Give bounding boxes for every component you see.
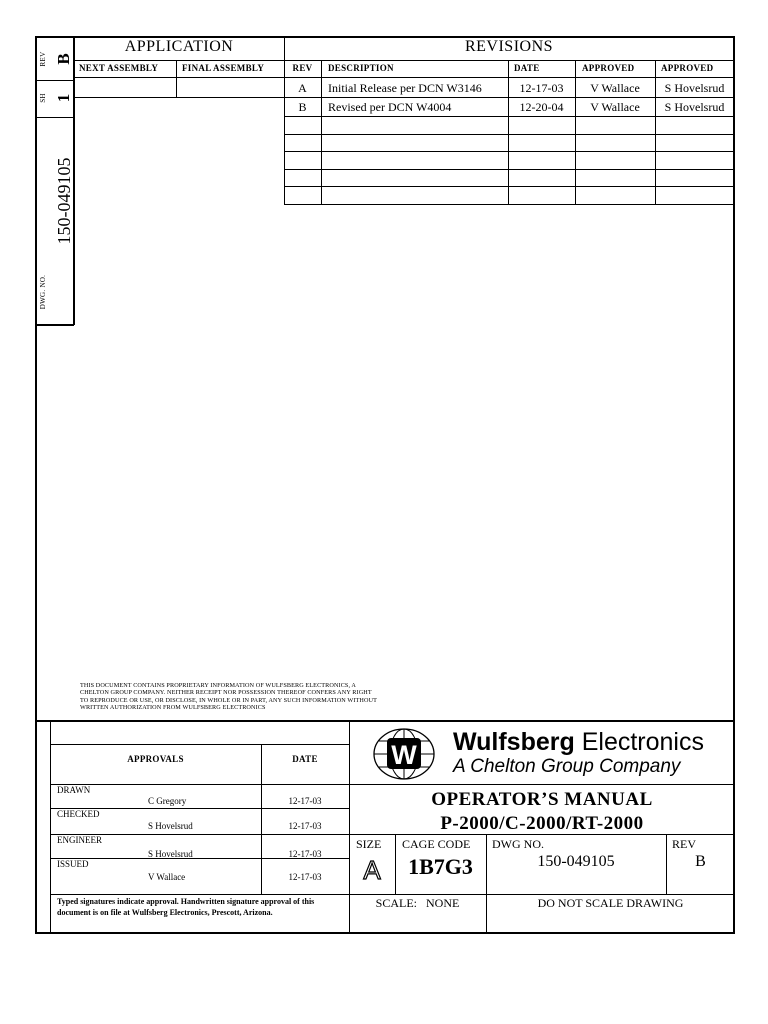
rev-label: REV [672, 837, 696, 851]
revision-row-b-approved-2: S Hovelsrud [664, 100, 725, 114]
approval-date-checked: 12-17-03 [288, 821, 322, 831]
application-col-final: FINAL ASSEMBLY [182, 63, 265, 73]
side-sh-label: SH [39, 93, 47, 103]
wulfsberg-globe-logo [372, 727, 436, 781]
approval-date-drawn: 12-17-03 [288, 796, 322, 806]
cage-code-value: 1B7G3 [408, 854, 473, 879]
approval-note: Typed signatures indicate approval. Handwritten signature approval of this document is on file at Wulfsberg Electronics, Prescott, Arizona. [57, 897, 315, 917]
rev-value: B [695, 853, 706, 870]
document-title: OPERATOR’S MANUAL [431, 789, 653, 810]
logo-emblem-letter: W [391, 740, 417, 770]
approvals-date-header: DATE [292, 754, 318, 764]
logo-brand-suffix: Electronics [581, 728, 704, 756]
side-rev-value: B [54, 53, 73, 65]
side-dwg-value: 150-049105 [54, 157, 74, 245]
revisions-header-description: DESCRIPTION [328, 63, 394, 73]
do-not-scale-text: DO NOT SCALE DRAWING [537, 896, 684, 910]
approval-date-issued: 12-17-03 [288, 872, 322, 882]
dwg-no-value: 150-049105 [537, 853, 615, 870]
revision-row-a-approved-1: V Wallace [590, 81, 640, 95]
logo-tagline: A Chelton Group Company [453, 756, 681, 777]
side-dwg-label: DWG. NO. [39, 274, 47, 310]
revisions-header-rev: REV [292, 63, 313, 73]
revision-row-a-approved-2: S Hovelsrud [664, 81, 725, 95]
revisions-title: REVISIONS [464, 38, 554, 55]
dwg-no-label: DWG NO. [492, 837, 544, 851]
revision-row-a-date: 12-17-03 [519, 81, 564, 95]
approval-name-drawn: C Gregory [148, 796, 187, 806]
revision-row-b-description: Revised per DCN W4004 [328, 100, 452, 114]
logo-brand: Wulfsberg [453, 728, 575, 756]
approval-date-engineer: 12-17-03 [288, 849, 322, 859]
approval-role-issued: ISSUED [57, 859, 89, 869]
approval-name-issued: V Wallace [148, 872, 186, 882]
side-rev-label: REV [39, 51, 47, 67]
revision-row-a-rev: A [298, 81, 307, 95]
approval-role-engineer: ENGINEER [57, 835, 102, 845]
application-title: APPLICATION [124, 38, 234, 55]
cage-code-label: CAGE CODE [402, 837, 471, 851]
size-label: SIZE [356, 837, 382, 851]
revisions-header-approved-1: APPROVED [582, 63, 635, 73]
document-subtitle: P-2000/C-2000/RT-2000 [440, 813, 644, 834]
revision-row-b-date: 12-20-04 [519, 100, 564, 114]
approval-role-checked: CHECKED [57, 809, 100, 819]
side-sh-value: 1 [54, 93, 73, 103]
logo-brand-line [453, 728, 704, 757]
scale-text: SCALE: NONE [375, 896, 460, 910]
approvals-header: APPROVALS [127, 754, 184, 764]
proprietary-notice: THIS DOCUMENT CONTAINS PROPRIETARY INFORMATION OF WULFSBERG ELECTRONICS, A CHELTON GROUP COMPANY. NEITHER RECEIPT NOR POSSESSION THEREOF CONFERS ANY RIGHT TO REPRODUCE OR USE, OR DISCLOSE, IN WHOLE OR IN PART, ANY SUCH INFORMATION WITHOUT WRITTEN AUTHORIZATION FROM WULFSBERG ELECTRONICS [80, 682, 377, 712]
size-value: A [363, 855, 381, 885]
application-col-next: NEXT ASSEMBLY [79, 63, 159, 73]
revision-row-b-approved-1: V Wallace [590, 100, 640, 114]
approval-name-checked: S Hovelsrud [148, 821, 193, 831]
revision-row-a-description: Initial Release per DCN W3146 [328, 81, 482, 95]
approval-name-engineer: S Hovelsrud [148, 849, 193, 859]
revisions-header-date: DATE [514, 63, 540, 73]
revisions-header-approved-2: APPROVED [661, 63, 714, 73]
approval-role-drawn: DRAWN [57, 785, 91, 795]
revision-row-b-rev: B [298, 100, 307, 114]
